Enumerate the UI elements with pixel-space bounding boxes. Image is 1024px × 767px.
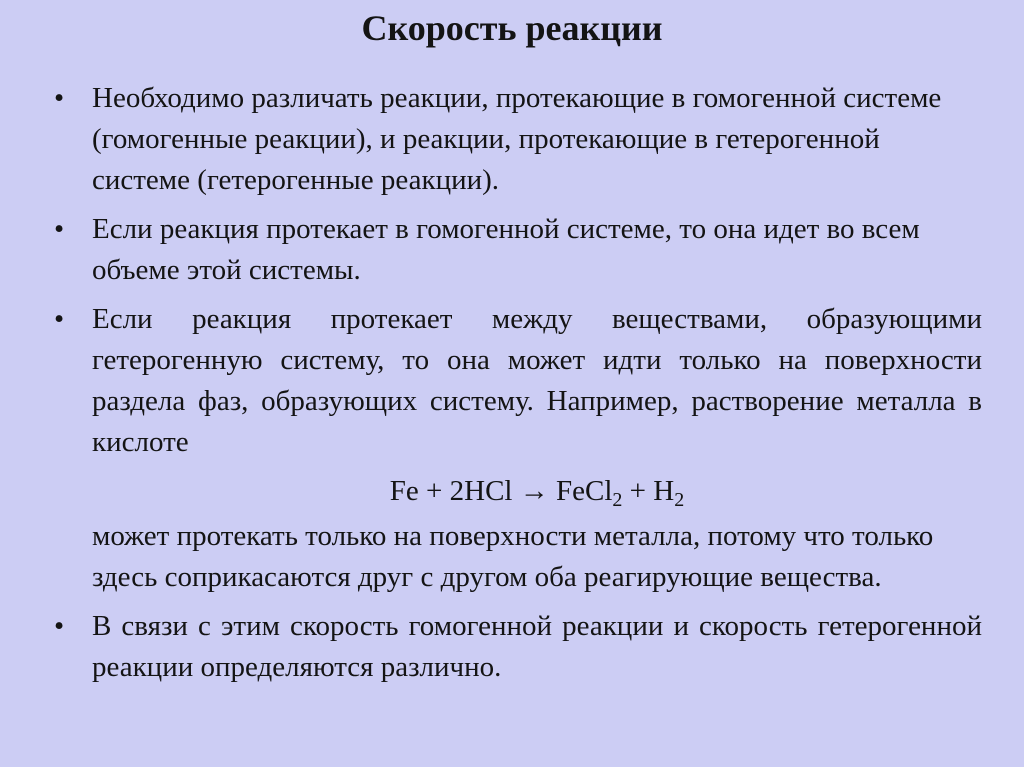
bullet-marker: •: [54, 610, 65, 642]
reactant-hcl: 2HCl: [449, 475, 513, 507]
bullet-text-2: Если реакция протекает в гомогенной системе, то она идет во всем объеме этой системы.: [92, 213, 920, 286]
bullet-item-4: [50, 606, 982, 688]
reactant-fe: Fe: [389, 475, 419, 507]
bullet-marker: •: [54, 82, 65, 114]
bullet-text-3: Если реакция протекает между веществами, образующими гетерогенную систему, то она может идти только на поверхности раздела фаз, образующих систему. Например, растворение металла в кислоте: [92, 303, 982, 458]
product-h2: $H_2$: [653, 475, 685, 511]
product-fecl2: FeCl$_2$: [555, 475, 623, 511]
reaction-arrow: →: [519, 475, 549, 507]
chemical-equation: [50, 471, 982, 512]
bullet-text-4: В связи с этим скорость гомогенной реакции и скорость гетерогенной реакции определяются различно.: [92, 610, 982, 683]
bullet-3-continuation: может протекать только на поверхности металла, потому что только здесь соприкасаются друг с другом оба реагирующие вещества.: [92, 520, 934, 593]
bullet-item-3: [50, 299, 982, 463]
bullet-marker: •: [54, 213, 65, 245]
bullet-item-2: [50, 209, 982, 291]
plus-sign: +: [629, 475, 646, 507]
slide-content: [50, 78, 982, 696]
bullet-text-1: Необходимо различать реакции, протекающие в гомогенной системе (гомогенные реакции), и реакции, протекающие в гетерогенной системе (гетерогенные реакции).: [92, 82, 942, 196]
plus-sign: +: [426, 475, 443, 507]
slide-title: Скорость реакции: [361, 8, 663, 48]
bullet-marker: •: [54, 303, 65, 335]
bullet-item-1: [50, 78, 982, 201]
